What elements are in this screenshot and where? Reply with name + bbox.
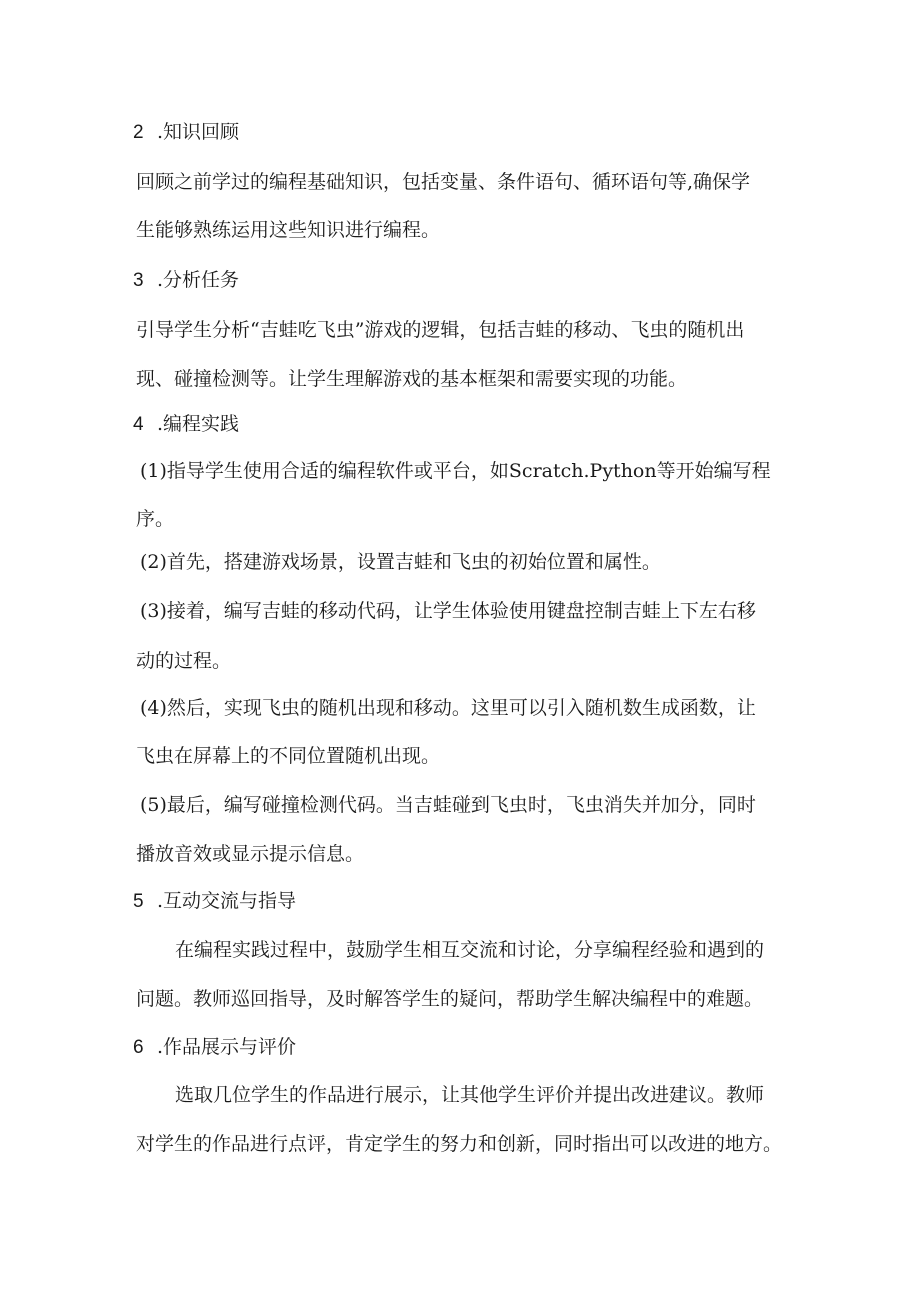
step-item-line: 飞虫在屏幕上的不同位置随机出现。 [136, 745, 441, 767]
paragraph-line: 在编程实践过程中，鼓励学生相互交流和讨论，分享编程经验和遇到的 [175, 939, 765, 961]
paragraph-line: 选取几位学生的作品进行展示，让其他学生评价并提出改进建议。教师 [175, 1084, 765, 1106]
section-number: 3 [133, 270, 144, 291]
step-item-line: (2)首先，搭建游戏场景，设置吉蛙和飞虫的初始位置和属性。 [140, 551, 661, 573]
step-item-line: (1)指导学生使用合适的编程软件或平台，如Scratch.Python等开始编写程 [140, 460, 771, 482]
section-number: 2 [133, 122, 144, 143]
section-heading [133, 410, 793, 439]
section-title: .编程实践 [157, 413, 240, 435]
paragraph-line: 对学生的作品进行点评，肯定学生的努力和创新，同时指出可以改进的地方。 [136, 1133, 783, 1155]
step-item-line: (5)最后，编写碰撞检测代码。当吉蛙碰到飞虫时，飞虫消失并加分，同时 [140, 794, 756, 816]
section-title: .作品展示与评价 [157, 1036, 297, 1058]
paragraph-line: 现、碰撞检测等。让学生理解游戏的基本框架和需要实现的功能。 [136, 368, 688, 390]
step-item-line: 播放音效或显示提示信息。 [136, 843, 365, 865]
step-item-line: (3)接着，编写吉蛙的移动代码，让学生体验使用键盘控制吉蛙上下左右移 [140, 600, 756, 622]
section-title: .知识回顾 [157, 121, 240, 143]
step-item-line: 动的过程。 [136, 650, 232, 672]
paragraph-line: 回顾之前学过的编程基础知识，包括变量、条件语句、循环语句等,确保学 [136, 171, 751, 193]
section-heading [133, 118, 793, 147]
paragraph-line: 问题。教师巡回指导，及时解答学生的疑问，帮助学生解决编程中的难题。 [136, 988, 764, 1010]
section-number: 4 [133, 414, 144, 435]
section-number: 6 [133, 1037, 144, 1058]
section-title: .分析任务 [157, 269, 240, 291]
section-number: 5 [133, 891, 144, 912]
section-heading [133, 887, 793, 916]
section-heading [133, 266, 793, 295]
paragraph-line: 引导学生分析“吉蛙吃飞虫”游戏的逻辑，包括吉蛙的移动、飞虫的随机出 [136, 319, 745, 341]
step-item-line: 序。 [136, 508, 175, 530]
section-title: .互动交流与指导 [157, 890, 297, 912]
paragraph-line: 生能够熟练运用这些知识进行编程。 [136, 219, 441, 241]
step-item-line: (4)然后，实现飞虫的随机出现和移动。这里可以引入随机数生成函数，让 [140, 697, 756, 719]
section-heading [133, 1033, 793, 1062]
